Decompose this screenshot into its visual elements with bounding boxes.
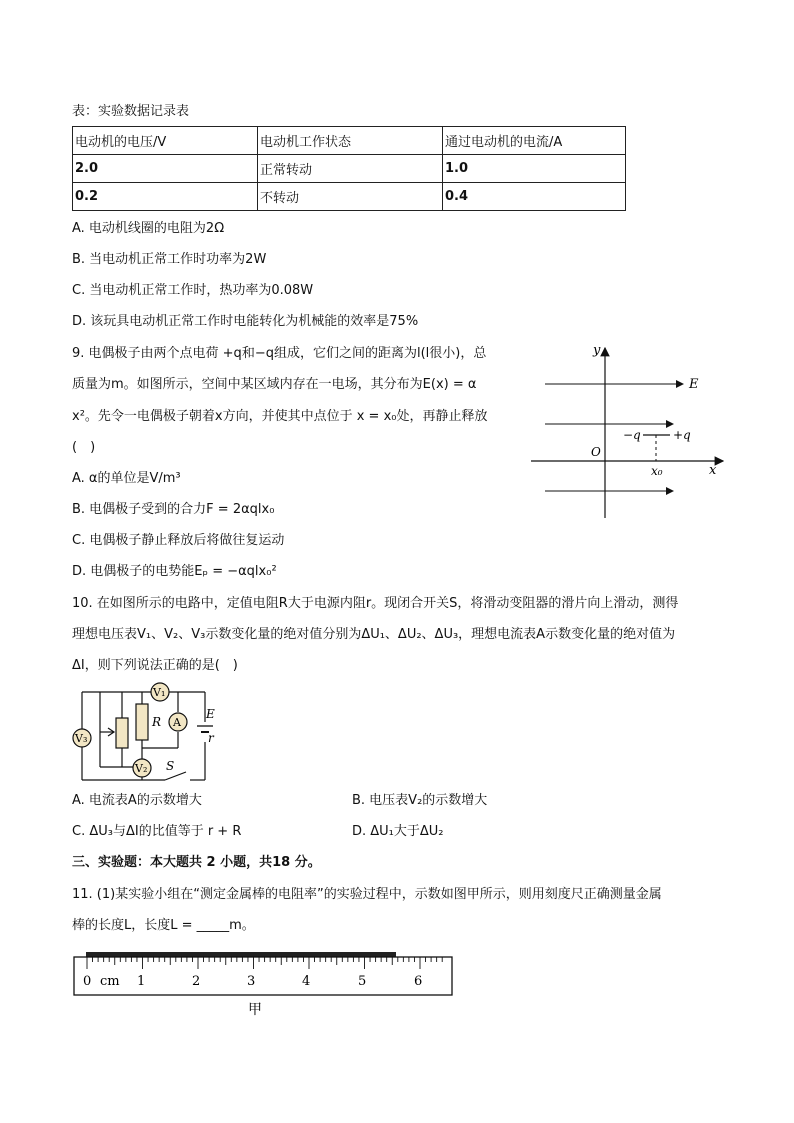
figure-caption: 甲	[248, 1002, 262, 1018]
table-cell: 2.0	[73, 155, 258, 183]
q10-option-a: A. 电流表A的示数增大	[72, 793, 202, 808]
internal-resistance-label: r	[208, 731, 214, 745]
ruler-label-6: 6	[414, 974, 423, 989]
voltmeter-v1-label: V₁	[153, 686, 166, 699]
q10-option-d: D. ΔU₁大于ΔU₂	[352, 824, 444, 839]
x-axis-label: x	[709, 463, 717, 478]
rheostat	[116, 718, 128, 748]
voltmeter-v2-label: V₂	[135, 762, 148, 775]
q9-stem-line2: 质量为m。如图所示，空间中某区域内存在一电场，其分布为E(x) = α	[72, 377, 477, 392]
ruler-label-5: 5	[358, 974, 367, 989]
q10-option-c: C. ΔU₃与ΔI的比值等于 r + R	[72, 824, 242, 839]
negative-charge-label: −q	[623, 428, 641, 442]
table-cell: 不转动	[258, 183, 443, 211]
q9-stem-line3: x²。先令一电偶极子朝着x方向，并使其中点位于 x = x₀处，再静止释放	[72, 409, 488, 424]
table-caption: 表：实验数据记录表	[72, 104, 190, 119]
table-header: 通过电动机的电流/A	[443, 127, 626, 155]
table-header: 电动机工作状态	[258, 127, 443, 155]
ruler-label-2: 2	[192, 974, 201, 989]
q10-stem-line2: 理想电压表V₁、V₂、V₃示数变化量的绝对值分别为ΔU₁、ΔU₂、ΔU₃，理想电流表A示数变化量的绝对值为	[72, 627, 676, 642]
q8-option-b: B. 当电动机正常工作时功率为2W	[72, 252, 267, 267]
resistor	[136, 704, 148, 740]
q8-option-d: D. 该玩具电动机正常工作时电能转化为机械能的效率是75%	[72, 314, 419, 329]
q9-option-b: B. 电偶极子受到的合力F = 2αqlx₀	[72, 502, 275, 517]
emf-label: E	[206, 707, 215, 721]
q9-stem-line4: ( )	[72, 440, 96, 455]
q8-option-c: C. 当电动机正常工作时，热功率为0.08W	[72, 283, 314, 298]
q10-circuit-diagram	[70, 682, 230, 786]
q9-stem-line1: 9. 电偶极子由两个点电荷 +q和−q组成，它们之间的距离为l(l很小)，总	[72, 346, 487, 361]
q9-field-diagram	[525, 340, 730, 525]
positive-charge-label: +q	[673, 428, 691, 442]
q9-option-d: D. 电偶极子的电势能Eₚ = −αqlx₀²	[72, 564, 277, 579]
x0-label: x₀	[651, 464, 663, 478]
q11-stem-line1: 11. (1)某实验小组在“测定金属棒的电阻率”的实验过程中，示数如图甲所示，则用刻度尺正确测量金属	[72, 887, 662, 902]
ruler-body	[74, 957, 452, 995]
data-table	[72, 126, 626, 211]
ammeter-label: A	[173, 716, 181, 729]
table-cell: 0.4	[443, 183, 626, 211]
metal-rod	[86, 952, 396, 957]
q10-stem-line1: 10. 在如图所示的电路中，定值电阻R大于电源内阻r。现闭合开关S，将滑动变阻器的滑片向上滑动，测得	[72, 596, 679, 611]
switch	[165, 772, 186, 780]
q10-stem-line3: ΔI，则下列说法正确的是( )	[72, 658, 238, 673]
table-row	[73, 183, 626, 211]
q8-option-a: A. 电动机线圈的电阻为2Ω	[72, 221, 225, 236]
table-header: 电动机的电压/V	[73, 127, 258, 155]
resistor-label: R	[152, 715, 162, 729]
ruler-figure	[70, 948, 460, 1020]
table-cell: 1.0	[443, 155, 626, 183]
origin-label: O	[591, 445, 601, 459]
field-label: E	[689, 377, 699, 392]
ruler-unit: cm	[100, 974, 120, 989]
ruler-label-1: 1	[137, 974, 146, 989]
table-cell: 0.2	[73, 183, 258, 211]
table-cell: 正常转动	[258, 155, 443, 183]
y-axis-label: y	[593, 343, 601, 358]
ruler-label-0: 0	[83, 974, 92, 989]
table-row	[73, 155, 626, 183]
switch-label: S	[166, 759, 175, 773]
q11-stem-line2: 棒的长度L，长度L = _____m。	[72, 918, 255, 933]
voltmeter-v3-label: V₃	[75, 732, 88, 745]
q9-option-c: C. 电偶极子静止释放后将做往复运动	[72, 533, 285, 548]
section-3-title: 三、实验题：本大题共 2 小题，共18 分。	[72, 855, 321, 870]
table-header-row	[73, 127, 626, 155]
ruler-label-4: 4	[302, 974, 311, 989]
q10-option-b: B. 电压表V₂的示数增大	[352, 793, 488, 808]
q9-option-a: A. α的单位是V/m³	[72, 471, 181, 486]
ruler-label-3: 3	[247, 974, 256, 989]
